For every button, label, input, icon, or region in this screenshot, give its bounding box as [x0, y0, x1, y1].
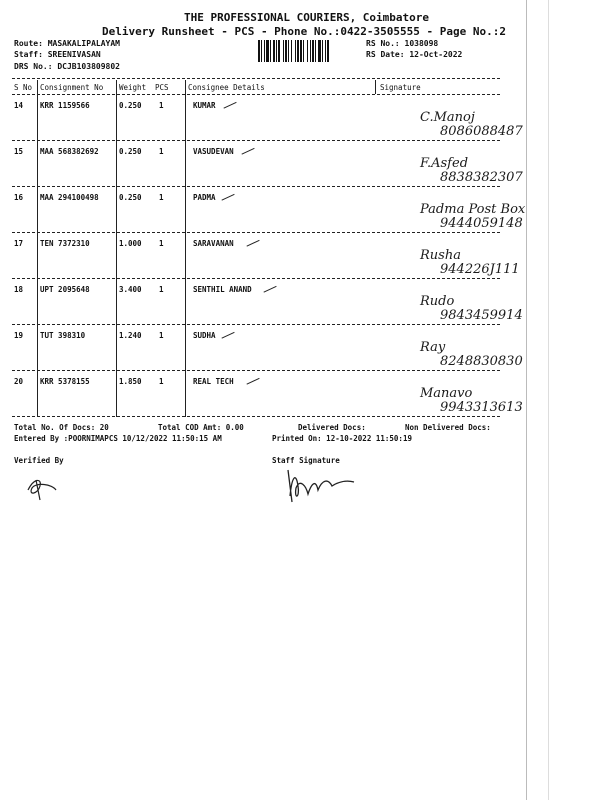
col-header-consignee: Consignee Details — [188, 83, 265, 92]
barcode-bar — [283, 40, 284, 62]
col-header-weight: Weight — [119, 83, 147, 92]
row-consignment: KRR 5378155 — [40, 377, 90, 386]
row-consignment: TEN 7372310 — [40, 239, 90, 248]
row-separator — [12, 278, 500, 279]
staff-signature-mark — [282, 466, 362, 506]
total-docs: Total No. Of Docs: 20 — [14, 423, 109, 432]
row-weight: 0.250 — [119, 147, 142, 156]
barcode-bar — [315, 40, 316, 62]
table-top-rule — [12, 78, 500, 79]
rs-number: RS No.: 1038098 — [366, 39, 439, 48]
signature-phone: 8248830830 — [440, 354, 523, 369]
col-header-signature: Signature — [380, 83, 421, 92]
signature-name: F.Asfed — [420, 156, 469, 171]
row-sno: 16 — [14, 193, 24, 202]
barcode-bar — [264, 40, 265, 62]
row-pcs: 1 — [159, 147, 164, 156]
col-divider — [116, 80, 117, 417]
col-divider — [185, 80, 186, 417]
verified-by-label: Verified By — [14, 456, 64, 465]
check-mark — [219, 327, 234, 338]
row-weight: 1.850 — [119, 377, 142, 386]
row-consignment: UPT 2095648 — [40, 285, 90, 294]
delivered-docs: Delivered Docs: — [298, 423, 366, 432]
barcode-bar — [318, 40, 321, 62]
col-header-pcs: PCS — [155, 83, 169, 92]
barcode-bar — [266, 40, 269, 62]
barcode-bar — [261, 40, 262, 62]
verifier-signature — [22, 472, 62, 502]
signature-name: Padma Post Box — [420, 202, 526, 217]
row-separator — [12, 186, 500, 187]
table-header-rule — [12, 94, 500, 95]
row-consignment: MAA 294100498 — [40, 193, 99, 202]
row-weight: 3.400 — [119, 285, 142, 294]
runsheet-subtitle: Delivery Runsheet - PCS - Phone No.:0422-3505555 - Page No.:2 — [102, 25, 506, 38]
check-mark — [244, 235, 259, 246]
row-consignee: REAL TECH — [193, 377, 234, 386]
check-mark — [244, 373, 259, 384]
col-header-consignment: Consignment No — [40, 83, 104, 92]
barcode-bar — [310, 40, 311, 62]
signature-phone: 9843459914 — [440, 308, 523, 323]
signature-name: Manavo — [420, 386, 473, 401]
row-consignee: SARAVANAN — [193, 239, 234, 248]
entered-by: Entered By :POORNIMAPCS 10/12/2022 11:50:15 AM — [14, 434, 222, 443]
row-consignee: PADMA — [193, 193, 216, 202]
row-sno: 18 — [14, 285, 24, 294]
barcode-bar — [322, 40, 323, 62]
row-pcs: 1 — [159, 193, 164, 202]
signature-name: C.Manoj — [420, 110, 475, 125]
barcode-bar — [327, 40, 329, 62]
row-separator — [12, 324, 500, 325]
row-consignee: VASUDEVAN — [193, 147, 234, 156]
barcode-bar — [325, 40, 326, 62]
signature-phone: 944226J111 — [440, 262, 520, 277]
row-consignee: SENTHIL ANAND — [193, 285, 252, 294]
total-cod: Total COD Amt: 0.00 — [158, 423, 244, 432]
row-separator — [12, 416, 500, 417]
non-delivered-docs: Non Delivered Docs: — [405, 423, 491, 432]
check-mark — [261, 281, 276, 292]
printed-on: Printed On: 12-10-2022 11:50:19 — [272, 434, 412, 443]
company-name: THE PROFESSIONAL COURIERS, Coimbatore — [184, 11, 430, 24]
row-consignee: SUDHA — [193, 331, 216, 340]
signature-name: Rudo — [420, 294, 455, 309]
barcode-bar — [288, 40, 289, 62]
barcode-bar — [291, 40, 292, 62]
barcode-bar — [258, 40, 260, 62]
signature-name: Ray — [420, 340, 446, 355]
route-label: Route: MASAKALIPALAYAM — [14, 39, 120, 48]
signature-phone: 9444059148 — [440, 216, 523, 231]
row-weight: 1.240 — [119, 331, 142, 340]
check-mark — [239, 143, 254, 154]
row-pcs: 1 — [159, 377, 164, 386]
barcode-bar — [285, 40, 287, 62]
row-weight: 0.250 — [119, 101, 142, 110]
check-mark — [221, 97, 236, 108]
row-weight: 0.250 — [119, 193, 142, 202]
signature-phone: 8086088487 — [440, 124, 523, 139]
signature-phone: 8838382307 — [440, 170, 523, 185]
row-sno: 17 — [14, 239, 24, 248]
row-consignment: KRR 1159566 — [40, 101, 90, 110]
row-separator — [12, 140, 500, 141]
barcode-bar — [273, 40, 275, 62]
check-mark — [219, 189, 234, 200]
row-sno: 20 — [14, 377, 24, 386]
barcode-bar — [278, 40, 280, 62]
row-weight: 1.000 — [119, 239, 142, 248]
barcode — [258, 40, 364, 62]
barcode-bar — [297, 40, 299, 62]
scan-edge — [548, 0, 549, 800]
row-separator — [12, 370, 500, 371]
col-header-sno: S No — [14, 83, 33, 92]
row-separator — [12, 232, 500, 233]
barcode-bar — [295, 40, 296, 62]
barcode-bar — [300, 40, 302, 62]
row-consignee: KUMAR — [193, 101, 216, 110]
row-sno: 19 — [14, 331, 24, 340]
barcode-bar — [270, 40, 271, 62]
row-consignment: MAA 568382692 — [40, 147, 99, 156]
scan-edge — [526, 0, 527, 800]
barcode-bar — [276, 40, 277, 62]
signature-name: Rusha — [420, 248, 461, 263]
drs-number: DRS No.: DCJB103809802 — [14, 62, 120, 71]
rs-date: RS Date: 12-Oct-2022 — [366, 50, 463, 59]
row-sno: 15 — [14, 147, 24, 156]
barcode-bar — [312, 40, 314, 62]
barcode-bar — [307, 40, 308, 62]
row-pcs: 1 — [159, 285, 164, 294]
row-consignment: TUT 398310 — [40, 331, 86, 340]
row-pcs: 1 — [159, 239, 164, 248]
barcode-bar — [303, 40, 304, 62]
staff-signature-label: Staff Signature — [272, 456, 340, 465]
col-divider — [375, 80, 376, 94]
row-pcs: 1 — [159, 331, 164, 340]
row-pcs: 1 — [159, 101, 164, 110]
row-sno: 14 — [14, 101, 24, 110]
col-divider — [37, 80, 38, 417]
staff-label: Staff: SREENIVASAN — [14, 50, 101, 59]
signature-phone: 9943313613 — [440, 400, 523, 415]
